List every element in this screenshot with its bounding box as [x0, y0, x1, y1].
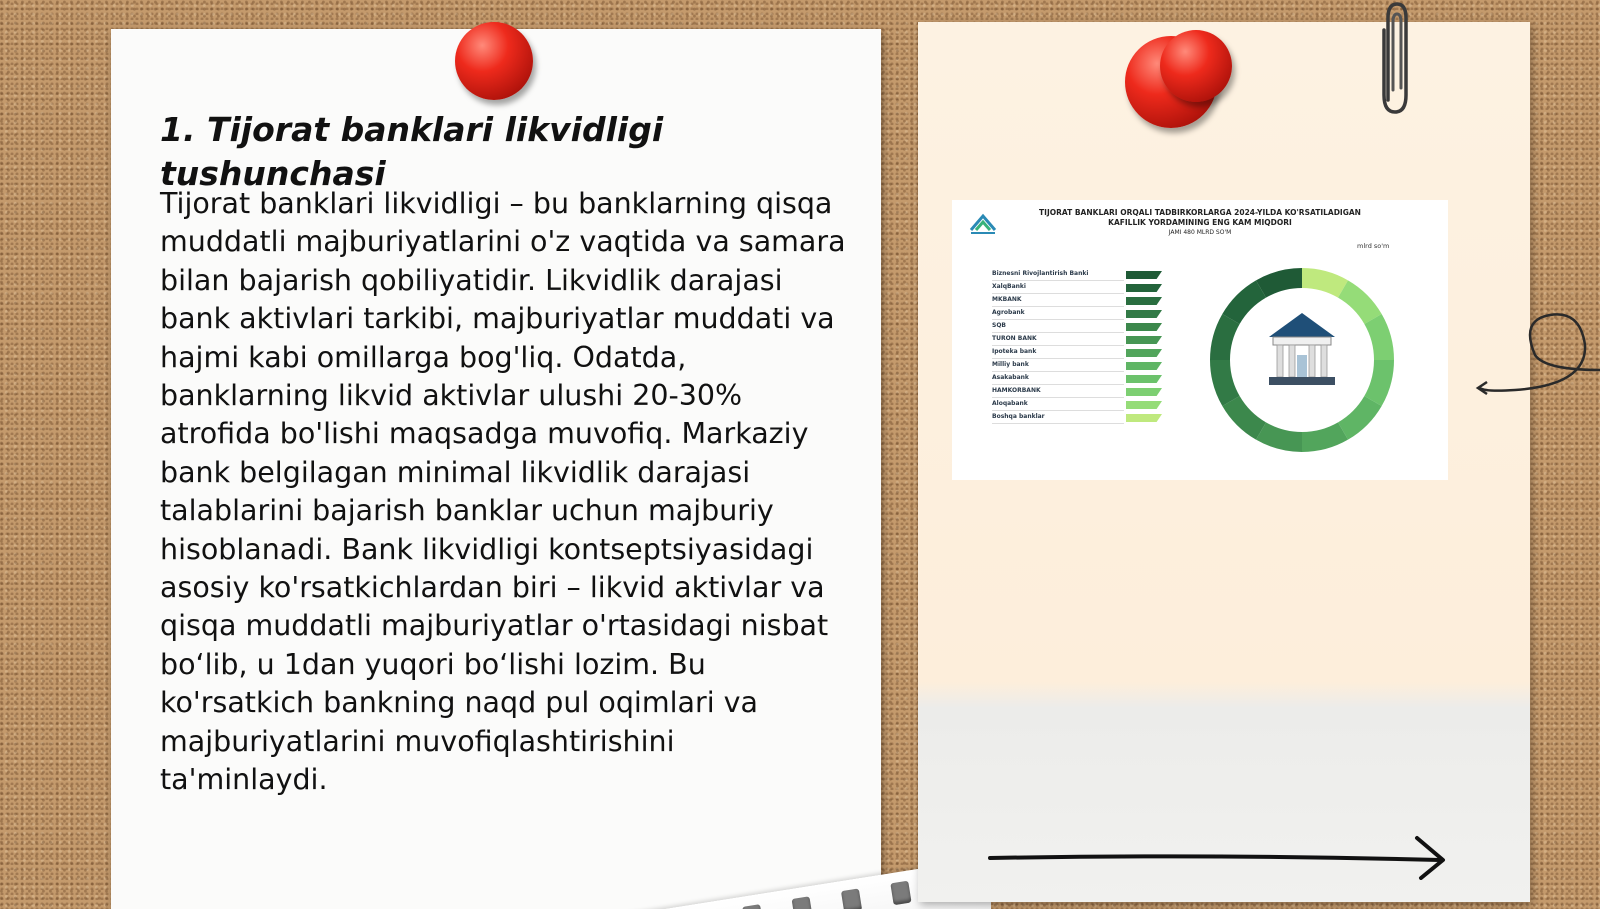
bank-row: [992, 348, 1162, 359]
bank-row-line: [992, 397, 1124, 398]
bank-value-bar: [1126, 388, 1162, 396]
slide-title: 1. Tijorat banklari likvidligi tushunchasi: [160, 110, 664, 193]
punch-hole: [792, 896, 813, 909]
bank-row-line: [992, 371, 1124, 372]
bank-row-line: [992, 293, 1124, 294]
bank-value-bar: [1126, 414, 1162, 422]
bank-row: [992, 270, 1162, 281]
slide-body-text: Tijorat banklari likvidligi – bu banklarning qisqa muddatli majburiyatlarini o'z vaqtida va samara bilan bajarish qobiliyatidir. Likvidlik darajasi bank aktivlari tarkibi, majburiyatlar muddati va hajmi kabi omillarga bog'liq. Odatda, banklarning likvid aktivlar ulushi 20-30% atrofida bo'lishi maqsadga muvofiq. Markaziy bank belgilagan minimal likvidlik darajasi talablarini bajarish banklar uchun majburiy hisoblanadi. Bank likvidligi kontseptsiyasidagi asosiy ko'rsatkichlardan biri – likvid aktivlar va qisqa muddatli majburiyatlar o'rtasidagi nisbat bo‘lib, u 1dan yuqori bo‘lishi lozim. Bu ko'rsatkich bankning naqd pul oqimlari va majburiyatlarini muvofiqlashtirishini ta'minlaydi.: [160, 187, 846, 797]
bank-value-bar: [1126, 310, 1162, 318]
bank-value-bar: [1126, 375, 1162, 383]
bank-row: [992, 296, 1162, 307]
bank-row-line: [992, 319, 1124, 320]
bank-value-bar: [1126, 401, 1162, 409]
infographic-title-2: KAFILLIK YORDAMINING ENG KAM MIQDORI: [1108, 218, 1292, 227]
bank-value-bar: [1126, 336, 1162, 344]
bank-name: Asakabank: [992, 374, 1029, 381]
bank-row-line: [992, 384, 1124, 385]
bank-value-bar: [1126, 349, 1162, 357]
bank-name: TURON BANK: [992, 335, 1037, 342]
punch-hole: [890, 881, 911, 906]
bank-row-line: [992, 332, 1124, 333]
bank-row: [992, 374, 1162, 385]
bank-name: Boshqa banklar: [992, 413, 1045, 420]
punch-hole: [841, 888, 862, 909]
bank-name: Ipoteka bank: [992, 348, 1037, 355]
bank-value-bar: [1126, 297, 1162, 305]
bank-name: Milliy bank: [992, 361, 1029, 368]
donut-chart: [1197, 255, 1407, 465]
bank-row: [992, 400, 1162, 411]
bank-value-bar: [1126, 284, 1162, 292]
bank-row: [992, 335, 1162, 346]
bank-row: [992, 361, 1162, 372]
torn-paper-edge: [411, 799, 991, 909]
bank-name: Biznesni Rivojlantirish Banki: [992, 270, 1089, 277]
bank-name: Aloqabank: [992, 400, 1028, 407]
infographic-title-1: TIJORAT BANKLARI ORQALI TADBIRKORLARGA 2024-YILDA KO'RSATILADIGAN: [1039, 208, 1361, 217]
bank-name: XalqBanki: [992, 283, 1026, 290]
bank-row-line: [992, 410, 1124, 411]
infographic-image: [952, 200, 1448, 480]
punch-hole: [742, 904, 763, 909]
bank-row: [992, 387, 1162, 398]
paperclip-icon: [1380, 0, 1410, 120]
bank-name: HAMKORBANK: [992, 387, 1041, 394]
right-arrow-icon: [985, 830, 1455, 880]
red-pushpin-left: [455, 22, 533, 100]
bank-row-line: [992, 345, 1124, 346]
bank-value-bar: [1126, 323, 1162, 331]
bank-value-bar: [1126, 362, 1162, 370]
bank-name: SQB: [992, 322, 1006, 329]
bank-row-line: [992, 358, 1124, 359]
infographic-subtitle: JAMI 480 MLRD SO'M: [1168, 229, 1232, 236]
bank-row: [992, 309, 1162, 320]
bank-name: Agrobank: [992, 309, 1025, 316]
decorative-string-icon: [1475, 310, 1600, 410]
bank-value-bar: [1126, 271, 1162, 279]
bank-name: MKBANK: [992, 296, 1022, 303]
infographic-unit: mlrd so'm: [1357, 242, 1390, 250]
bank-row: [992, 322, 1162, 333]
bank-row-line: [992, 423, 1124, 424]
red-pushpin-right-front: [1160, 30, 1232, 102]
bank-row: [992, 413, 1162, 424]
bank-row: [992, 283, 1162, 294]
tear-strip: [411, 850, 991, 909]
bank-row-line: [992, 280, 1124, 281]
bank-row-line: [992, 306, 1124, 307]
